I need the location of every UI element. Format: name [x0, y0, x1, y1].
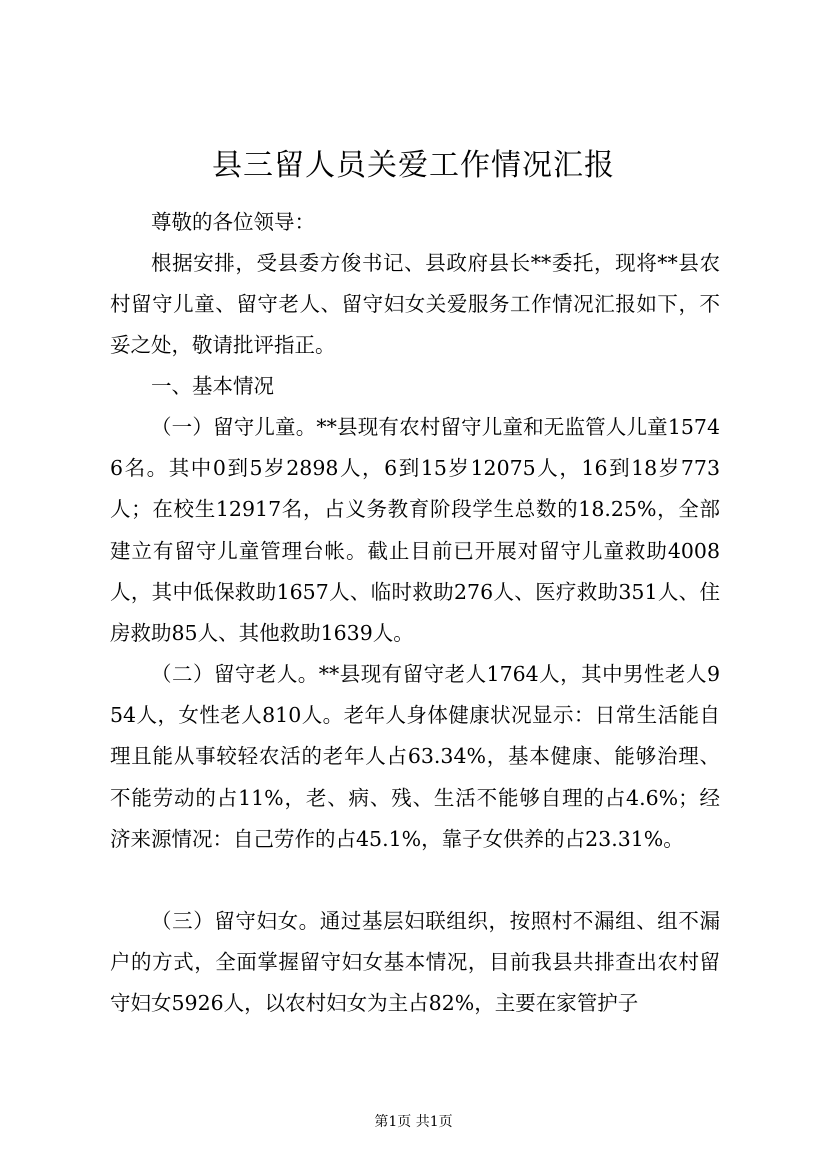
paragraph-left-behind-women: （三）留守妇女。通过基层妇联组织，按照村不漏组、组不漏户的方式，全面掌握留守妇女基本情况，目前我县共排查出农村留守妇女5926人，以农村妇女为主占82%，主要在家管护子 [110, 909, 720, 1016]
paragraph-intro: 根据安排，受县委方俊书记、县政府县长**委托，现将**县农村留守儿童、留守老人、留守妇女关爱服务工作情况汇报如下，不妥之处，敬请批评指正。 [110, 251, 720, 358]
section-heading-basic-situation: 一、基本情况 [151, 374, 274, 398]
document-title: 县三留人员关爱工作情况汇报 [212, 148, 615, 183]
paragraph-left-behind-elderly: （二）留守老人。**县现有留守老人1764人，其中男性老人954人，女性老人810人。老年人身体健康状况显示：日常生活能自理且能从事较轻农活的老年人占63.34%，基本健康、能够治理、不能劳动的占11%，老、病、残、生活不能够自理的占4.6%；经济来源情况：自己劳作的占45.1%，靠子女供养的占23.31%。 [110, 662, 720, 851]
paragraph-left-behind-children: （一）留守儿童。**县现有农村留守儿童和无监管人儿童15746名。其中0到5岁2898人，6到15岁12075人，16到18岁773人；在校生12917名，占义务教育阶段学生总数的18.25%，全部建立有留守儿童管理台帐。截止目前已开展对留守儿童救助4008人，其中低保救助1657人、临时救助276人、医疗救助351人、住房救助85人、其他救助1639人。 [110, 415, 720, 646]
page-footer: 第1页 共1页 [374, 1114, 453, 1130]
salutation: 尊敬的各位领导： [151, 210, 315, 234]
